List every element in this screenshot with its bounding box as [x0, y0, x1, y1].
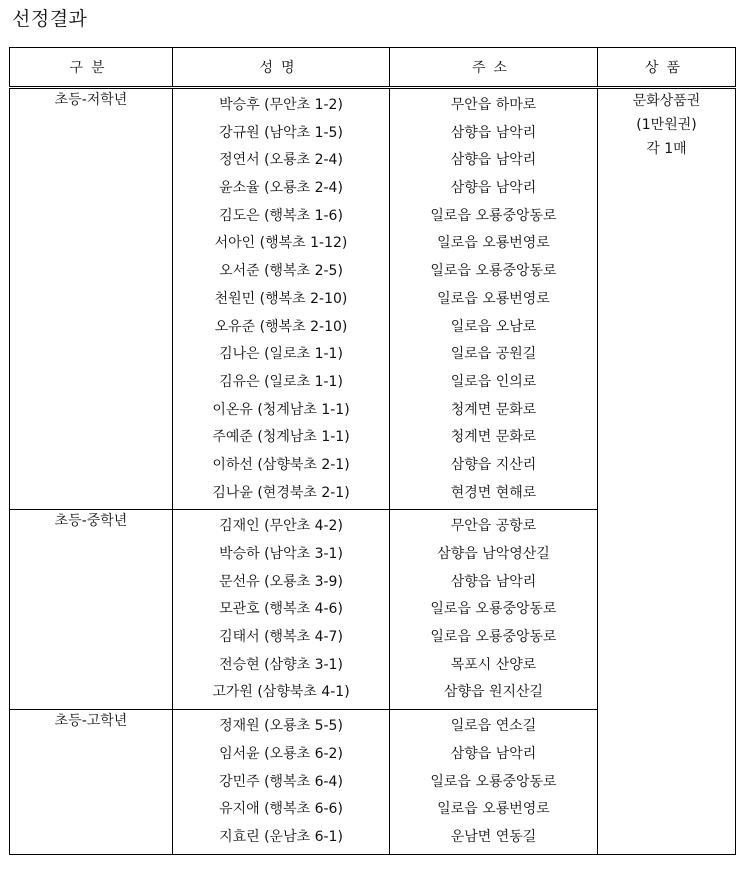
winner-address: 일로읍 오룡중앙동로: [430, 773, 557, 790]
winner-address: 일로읍 오룡번영로: [437, 235, 550, 252]
selection-result-table: [9, 47, 736, 855]
prize-cell: [598, 88, 736, 855]
names-cell-lower: [173, 88, 390, 510]
prize-line-1: 문화상품권: [632, 93, 701, 109]
winner-name: 박승하 (남악초 3-1): [219, 546, 343, 562]
addresses-list: [390, 89, 597, 509]
winner-name: 김나윤 (현경북초 2-1): [212, 484, 350, 501]
winner-name: 김유은 (일로초 1-1): [219, 373, 343, 390]
winner-name: 김태서 (행복초 4-7): [219, 629, 343, 646]
winner-name: 박승후 (무안초 1-2): [219, 97, 343, 113]
winner-name: 서아인 (행복초 1-12): [214, 235, 348, 252]
winner-name: 강민주 (행복초 6-4): [219, 773, 343, 790]
winner-name: 김재인 (무안초 4-2): [219, 518, 343, 535]
winner-address: 일로읍 오룡중앙동로: [430, 207, 557, 224]
winner-address: 일로읍 오룡번영로: [437, 801, 550, 818]
group-label-lower: 초등-저학년: [10, 88, 173, 510]
winner-address: 삼향읍 지산리: [450, 456, 537, 473]
winner-name: 김나은 (일로초 1-1): [219, 346, 343, 363]
winner-address: 일로읍 연소길: [450, 718, 537, 735]
winner-address: 현경면 현해로: [450, 484, 537, 501]
winner-name: 정연서 (오룡초 2-4): [219, 152, 343, 169]
winner-address: 일로읍 오룡번영로: [437, 290, 550, 307]
winner-address: 무안읍 하마로: [450, 97, 537, 113]
winner-address: 일로읍 오룡중앙동로: [430, 601, 557, 618]
winner-address: 일로읍 오룡중앙동로: [430, 629, 557, 646]
addresses-list: [390, 510, 597, 709]
winner-name: 고가원 (삼향북초 4-1): [212, 684, 350, 701]
winner-address: 일로읍 오룡중앙동로: [430, 263, 557, 280]
group-label-middle: 초등-중학년: [10, 510, 173, 710]
winner-name: 이하선 (삼향북초 2-1): [212, 456, 350, 473]
winner-name: 윤소율 (오룡초 2-4): [219, 180, 343, 197]
winner-address: 청계면 문화로: [450, 429, 537, 446]
addresses-cell-middle: [390, 510, 598, 710]
winner-name: 지효린 (운남초 6-1): [219, 828, 343, 845]
winner-name: 천원민 (행복초 2-10): [214, 290, 348, 307]
winner-name: 주예준 (청계남초 1-1): [212, 429, 350, 446]
winner-address: 무안읍 공항로: [450, 518, 537, 535]
prize-line-3: 각 1매: [646, 141, 687, 157]
names-list: [173, 710, 389, 853]
names-list: [173, 89, 389, 509]
header-category: 구분: [10, 48, 173, 88]
winner-name: 강규원 (남악초 1-5): [219, 124, 343, 141]
winner-address: 운남면 연동길: [450, 828, 537, 845]
header-address: 주소: [390, 48, 598, 88]
header-name: 성명: [173, 48, 390, 88]
winner-name: 이온유 (청계남초 1-1): [212, 401, 350, 418]
addresses-list: [390, 710, 597, 853]
names-cell-middle: [173, 510, 390, 710]
addresses-cell-lower: [390, 88, 598, 510]
winner-address: 삼향읍 남악리: [450, 124, 537, 141]
winner-address: 삼향읍 남악리: [450, 573, 537, 590]
winner-address: 일로읍 공원길: [450, 346, 537, 363]
header-prize: 상품: [598, 48, 736, 88]
winner-name: 오유준 (행복초 2-10): [214, 318, 348, 335]
winner-name: 임서윤 (오룡초 6-2): [219, 745, 343, 762]
winner-name: 문선유 (오룡초 3-9): [219, 573, 343, 590]
names-list: [173, 510, 389, 709]
winner-address: 삼향읍 남악리: [450, 152, 537, 169]
winner-name: 김도은 (행복초 1-6): [219, 207, 343, 224]
winner-address: 삼향읍 남악영산길: [437, 546, 550, 562]
winner-name: 유지애 (행복초 6-6): [219, 801, 343, 818]
winner-address: 목포시 산양로: [450, 656, 537, 673]
winner-address: 삼향읍 남악리: [450, 180, 537, 197]
winner-address: 삼향읍 원지산길: [443, 684, 544, 701]
page-title: 선정결과: [12, 8, 88, 30]
winner-address: 일로읍 오남로: [450, 318, 537, 335]
winner-name: 모관호 (행복초 4-6): [219, 601, 343, 618]
group-row-lower: [10, 88, 736, 510]
addresses-cell-upper: [390, 710, 598, 854]
winner-name: 정재원 (오룡초 5-5): [219, 718, 343, 735]
prize-line-2: (1만원권): [636, 117, 697, 133]
winner-address: 청계면 문화로: [450, 401, 537, 418]
winner-name: 전승현 (삼향초 3-1): [219, 656, 343, 673]
winner-name: 오서준 (행복초 2-5): [219, 263, 343, 280]
header-row: [10, 48, 736, 88]
group-label-upper: 초등-고학년: [10, 710, 173, 854]
winner-address: 일로읍 인의로: [450, 373, 537, 390]
winner-address: 삼향읍 남악리: [450, 745, 537, 762]
names-cell-upper: [173, 710, 390, 854]
